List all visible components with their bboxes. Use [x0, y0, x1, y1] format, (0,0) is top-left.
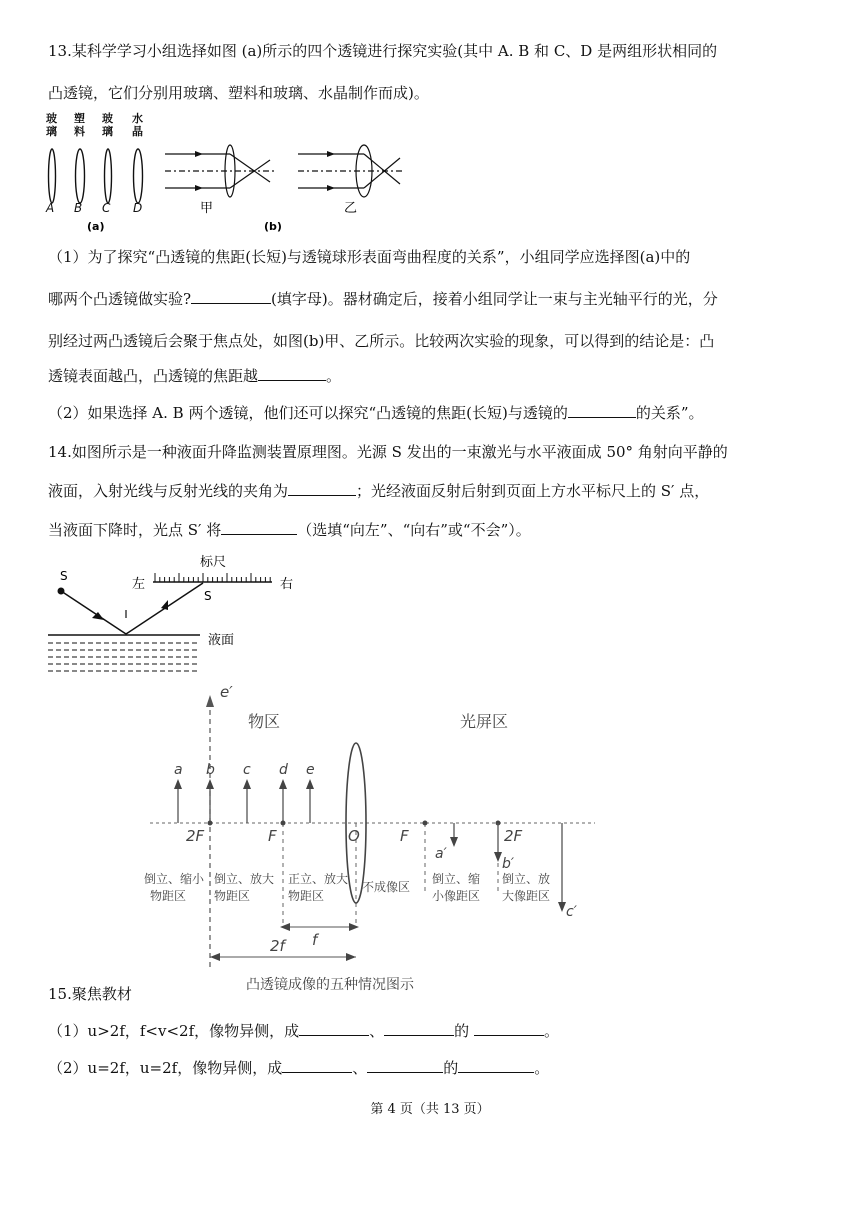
svg-text:璃: 璃 — [46, 125, 57, 138]
object-label-b: b — [206, 762, 215, 778]
label-e-prime: e′ — [220, 683, 233, 701]
lens-B — [76, 149, 85, 203]
material-label-B: 塑 — [74, 112, 85, 125]
q15-part1: （1）u>2f，f<v<2f，像物异侧，成 、 的 。 — [48, 1022, 559, 1040]
answer-blank-15-1b[interactable] — [384, 1021, 454, 1036]
q15-part2: （2）u=2f，u=2f，像物异侧，成 、 的 。 — [48, 1059, 550, 1077]
lens-A — [49, 149, 56, 203]
spot-s-prime-label: S — [204, 589, 212, 603]
ruler-label: 标尺 — [200, 555, 227, 570]
answer-blank-angle[interactable] — [288, 481, 356, 496]
zone3-l1: 正立、放大 — [288, 872, 349, 886]
q13-part1-line-1: （1）为了探究“凸透镜的焦距(长短)与透镜球形表面弯曲程度的关系”，小组同学应选择图(a)中的 — [48, 248, 691, 266]
zone6-l1: 倒立、放 — [502, 872, 551, 886]
lens-letter-A: A — [46, 201, 55, 215]
lens-C — [105, 149, 112, 203]
answer-blank-focal-length[interactable] — [258, 366, 326, 381]
answer-blank-direction[interactable] — [221, 520, 297, 535]
zone1-l1: 倒立、缩小 — [144, 872, 205, 886]
q14-line-2: 液面，入射光线与反射光线的夹角为 ；光经液面反射后射到页面上方水平标尺上的 S′ 点， — [48, 482, 710, 500]
label-F-right: F — [400, 827, 409, 845]
lens-figure-ab — [40, 110, 420, 235]
q13-part1-line-2: 哪两个凸透镜做实验? (填字母)。器材确定后，接着小组同学让一束与主光轴平行的光，分 — [48, 290, 718, 308]
caption-b: (b) — [264, 220, 282, 233]
label-2F-right: 2F — [504, 827, 523, 845]
zone3-l2: 物距区 — [288, 889, 325, 903]
q13-line-2: 凸透镜，它们分别用玻璃、塑料和玻璃、水晶制作而成)。 — [48, 84, 429, 102]
caption-a: (a) — [87, 220, 105, 233]
zone6-l2: 大像距区 — [502, 889, 551, 903]
answer-blank-15-2a[interactable] — [282, 1058, 352, 1073]
answer-blank-15-2c[interactable] — [458, 1058, 534, 1073]
liquid-surface-label: 液面 — [208, 633, 235, 648]
svg-text:料: 料 — [74, 125, 85, 138]
object-label-a: a — [174, 762, 183, 778]
fig-jia: 甲 — [200, 201, 214, 216]
zone5-l2: 小像距区 — [432, 889, 481, 903]
svg-text:璃: 璃 — [102, 125, 113, 138]
lens-D — [134, 149, 143, 203]
q13-part1-line-4: 透镜表面越凸，凸透镜的焦距越 。 — [48, 367, 342, 385]
object-label-d: d — [279, 762, 288, 778]
object-label-c: c — [243, 762, 251, 778]
screen-zone-label: 光屏区 — [460, 712, 509, 731]
image-label-c-prime: c′ — [566, 904, 577, 920]
lens-letter-B: B — [74, 201, 83, 215]
material-label-D: 水 — [132, 112, 143, 125]
lens-letter-D: D — [133, 201, 143, 215]
answer-blank-lens-choice[interactable] — [191, 289, 271, 304]
image-label-b-prime: b′ — [502, 856, 515, 872]
zone2-l1: 倒立、放大 — [214, 872, 275, 886]
ruler-right-label: 右 — [280, 577, 294, 592]
object-zone-label: 物区 — [248, 712, 281, 731]
q15-title: 15.聚焦教材 — [48, 985, 132, 1003]
q13-part1-line-3: 别经过两凸透镜后会聚于焦点处，如图(b)甲、乙所示。比较两次实验的现象，可以得到的结论是：凸 — [48, 332, 715, 350]
source-s-label: S — [60, 569, 68, 583]
dim-2f-label: 2f — [270, 937, 285, 955]
svg-text:晶: 晶 — [132, 125, 143, 138]
zone4: 不成像区 — [362, 880, 411, 894]
material-label-A: 玻 — [46, 112, 57, 125]
q13-part2-line: （2）如果选择 A. B 两个透镜，他们还可以探究“凸透镜的焦距(长短)与透镜的 的关系”。 — [48, 404, 704, 422]
answer-blank-15-1a[interactable] — [299, 1021, 369, 1036]
material-label-C: 玻 — [102, 112, 113, 125]
q13-line-1: 13.某科学学习小组选择如图 (a)所示的四个透镜进行探究实验(其中 A. B 和 C、D 是两组形状相同的 — [48, 42, 718, 60]
answer-blank-15-2b[interactable] — [367, 1058, 443, 1073]
zone2-l2: 物距区 — [214, 889, 251, 903]
label-F-left: F — [268, 827, 277, 845]
liquid-level-figure — [40, 548, 310, 678]
object-label-e: e — [306, 762, 315, 778]
convex-lens-imaging-figure — [130, 683, 600, 1003]
q14-line-1: 14.如图所示是一种液面升降监测装置原理图。光源 S 发出的一束激光与水平液面成 50° 角射向平静的 — [48, 443, 728, 461]
page-footer: 第 4 页（共 13 页） — [370, 1102, 490, 1117]
zone5-l1: 倒立、缩 — [432, 872, 481, 886]
lens-figure-caption: 凸透镜成像的五种情况图示 — [246, 977, 414, 993]
dim-f-label: f — [312, 931, 318, 949]
answer-blank-relation[interactable] — [568, 403, 636, 418]
lens-letter-C: C — [102, 201, 111, 215]
zone1-l2: 物距区 — [150, 889, 187, 903]
label-O: O — [348, 827, 360, 845]
label-2F-left: 2F — [186, 827, 205, 845]
ruler-left-label: 左 — [132, 577, 146, 592]
q14-line-3: 当液面下降时，光点 S′ 将 （选填“向左”、“向右”或“不会”）。 — [48, 521, 531, 539]
fig-yi: 乙 — [344, 201, 358, 216]
answer-blank-15-1c[interactable] — [474, 1021, 544, 1036]
image-label-a-prime: a′ — [435, 846, 447, 862]
